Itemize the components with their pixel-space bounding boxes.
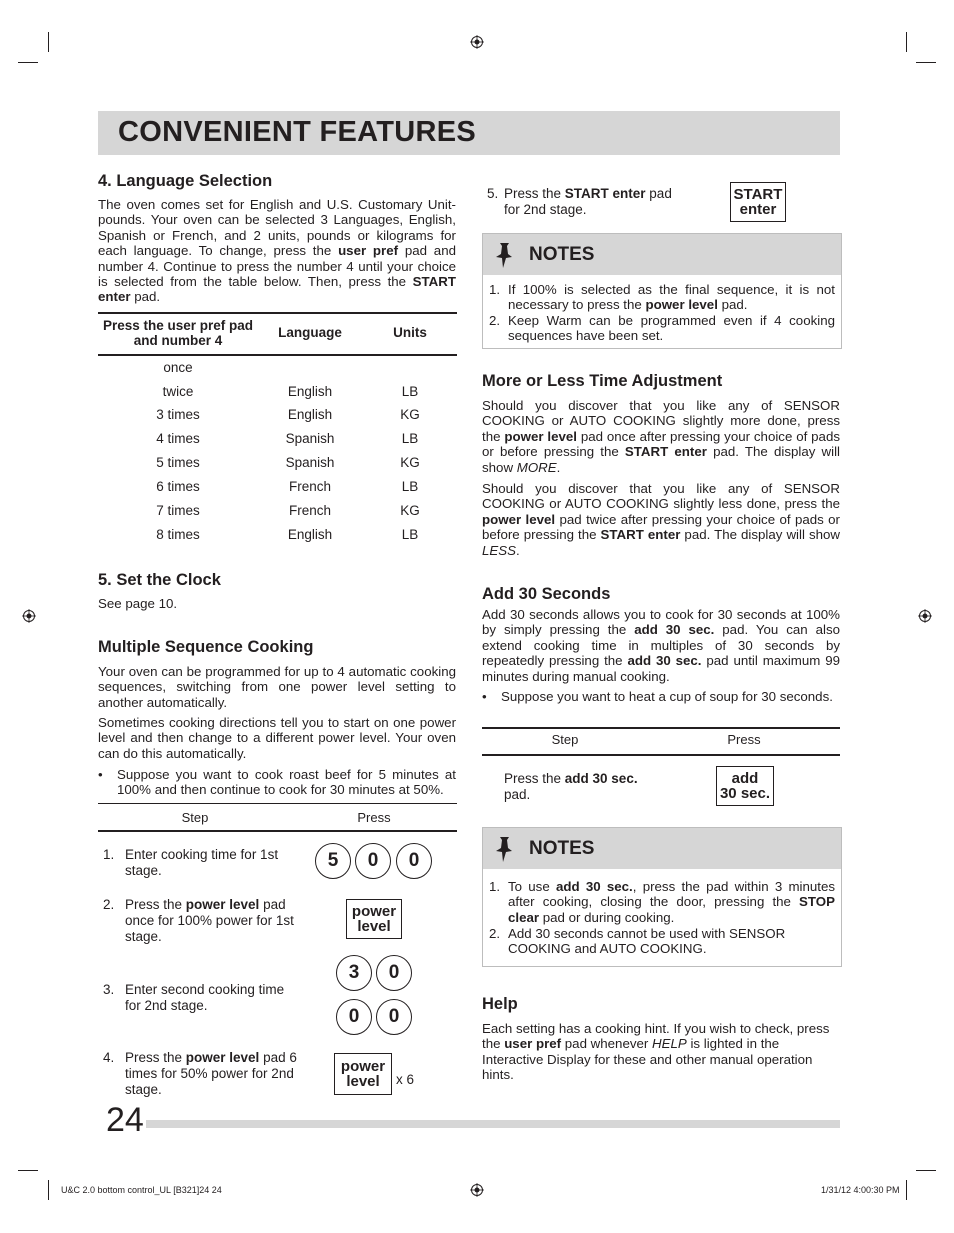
multiple-p2: Sometimes cooking directions tell you to start on one power level and then change to a different power level. Your oven can do this automatically. (98, 715, 456, 761)
language-heading: 4. Language Selection (98, 172, 273, 190)
table-cell: Spanish (285, 455, 335, 470)
step-number: 3. (103, 982, 115, 997)
registration-mark-left (22, 609, 36, 623)
add-30-sec-key[interactable]: add 30 sec. (716, 766, 774, 806)
power-level-key[interactable]: power level (346, 899, 402, 939)
add30-col-press: Press (727, 732, 761, 747)
pushpin-icon (493, 241, 517, 269)
adjust-p1: Should you discover that you like any of SENSOR COOKING or AUTO COOKING slightly more done, press the power level pad once after pressing your choice of pads or before pressing the START enter pad. The display will show MORE. (482, 398, 840, 475)
notes-box-1 (482, 233, 842, 349)
footer-bar (146, 1120, 840, 1128)
table-cell: 8 times (156, 527, 200, 542)
help-text: Each setting has a cooking hint. If you wish to check, press the user pref pad whenever HELP is lighted in the Interactive Display for these and other manual operation hints. (482, 1021, 830, 1083)
table-cell: once (163, 360, 193, 375)
table-cell: English (287, 527, 333, 542)
note-item: 2. Keep Warm can be programmed even if 4 cooking sequences have been set. (489, 313, 835, 344)
press-count: x 6 (396, 1072, 415, 1087)
multiple-bullet-text: Suppose you want to cook roast beef for 5 minutes at 100% and then continue to cook for 30 minutes at 50%. (117, 767, 456, 798)
add30-col-step: Step (551, 732, 579, 747)
registration-mark-right (918, 609, 932, 623)
table-cell: KG (400, 455, 420, 470)
digit-key-0[interactable]: 0 (376, 955, 412, 991)
add30-top-rule (482, 727, 840, 729)
add30-p1: Add 30 seconds allows you to cook for 30 seconds at 100% by simply pressing the add 30 sec. pad. You can also extend cooking time in multiples of 30 seconds by repeatedly pressing the add 30 sec. pad until maximum 99 minutes during manual cooking. (482, 607, 840, 684)
help-heading: Help (482, 995, 518, 1013)
language-table-col1: Press the user pref pad and number 4 (102, 318, 254, 348)
step-number: 4. (103, 1050, 115, 1065)
step-text: Press the START enter pad for 2nd stage. (504, 186, 672, 217)
step-text: Enter second cooking time for 2nd stage. (125, 982, 285, 1013)
add30-step: Press the add 30 sec. pad. (504, 771, 638, 802)
note-item: 1. To use add 30 sec., press the pad within 3 minutes after cooking, closing the door, pressing the STOP clear pad or during cooking. (489, 879, 836, 925)
table-cell: 5 times (156, 455, 200, 470)
power-level-key[interactable]: power level (334, 1053, 392, 1095)
add30-heading: Add 30 Seconds (482, 585, 611, 603)
table-cell: French (288, 503, 332, 518)
multiple-bullet: • Suppose you want to cook roast beef for 5 minutes at 100% and then continue to cook for 30 minutes at 50%. (98, 767, 456, 798)
table-cell: LB (401, 384, 419, 399)
table-cell: Spanish (285, 431, 335, 446)
table-cell: 6 times (156, 479, 200, 494)
table-header-rule (98, 354, 457, 356)
table-cell: LB (401, 479, 419, 494)
clock-text: See page 10. (98, 596, 178, 611)
steps-header-rule (98, 830, 457, 832)
registration-mark-bottom (470, 1183, 484, 1197)
step-number: 2. (103, 897, 115, 912)
table-cell: French (288, 479, 332, 494)
slug-left: U&C 2.0 bottom control_UL [B321]24 24 (61, 1185, 222, 1195)
add30-bullet: • Suppose you want to heat a cup of soup for 30 seconds. (482, 689, 840, 704)
note-item: 2. Add 30 seconds cannot be used with SENSOR COOKING and AUTO COOKING. (489, 926, 786, 957)
digit-key-0[interactable]: 0 (355, 843, 391, 879)
page-number: 24 (106, 1101, 144, 1139)
note-item: 1. If 100% is selected as the final sequence, it is not necessary to press the power level pad. (489, 282, 835, 313)
registration-mark-top (470, 35, 484, 49)
step-text: Enter cooking time for 1st stage. (125, 847, 279, 878)
table-cell: 4 times (156, 431, 200, 446)
table-cell: LB (401, 527, 419, 542)
table-cell: KG (400, 407, 420, 422)
table-cell: KG (400, 503, 420, 518)
start-enter-key[interactable]: START enter (730, 182, 786, 222)
step-text: Press the power level pad once for 100% power for 1st stage. (125, 897, 294, 944)
pushpin-icon (493, 835, 517, 863)
table-cell: 3 times (156, 407, 200, 422)
table-cell: English (287, 407, 333, 422)
notes-header (483, 234, 841, 275)
notes-title: NOTES (529, 244, 595, 265)
page-title: CONVENIENT FEATURES (118, 116, 477, 148)
multiple-heading: Multiple Sequence Cooking (98, 638, 314, 656)
clock-heading: 5. Set the Clock (98, 571, 221, 589)
step-number: 1. (103, 847, 115, 862)
slug-right: 1/31/12 4:00:30 PM (821, 1185, 900, 1195)
notes-title: NOTES (529, 838, 595, 859)
steps-col-press: Press (357, 810, 391, 825)
digit-key-0[interactable]: 0 (336, 999, 372, 1035)
notes-box-2 (482, 827, 842, 967)
notes-header (483, 828, 841, 869)
digit-key-3[interactable]: 3 (336, 955, 372, 991)
language-text: The oven comes set for English and U.S. Customary Unit-pounds. Your oven can be selected 3 Languages, English, Spanish or French, and 2 units, pounds or kilograms for each language. To change, press the user pref pad and number 4. Continue to press the number 4 until your choice is selected from the table below. Then, press the START enter pad. (98, 197, 456, 305)
table-cell: English (287, 384, 333, 399)
language-table-col3: Units (393, 325, 427, 340)
adjust-p2: Should you discover that you like any of SENSOR COOKING or AUTO COOKING slightly less done, press the power level pad twice after pressing your choice of pads or before pressing the START enter pad. The display will show LESS. (482, 481, 840, 558)
step-number: 5. (487, 186, 499, 201)
digit-key-0[interactable]: 0 (396, 843, 432, 879)
table-cell: LB (401, 431, 419, 446)
language-table-col2: Language (278, 325, 342, 340)
digit-key-5[interactable]: 5 (315, 843, 351, 879)
steps-top-rule (98, 803, 457, 804)
steps-col-step: Step (181, 810, 209, 825)
digit-key-0[interactable]: 0 (376, 999, 412, 1035)
multiple-p1: Your oven can be programmed for up to 4 automatic cooking sequences, switching from one power level setting to another automatically. (98, 664, 456, 710)
add30-bullet-text: Suppose you want to heat a cup of soup for 30 seconds. (501, 689, 833, 704)
adjust-heading: More or Less Time Adjustment (482, 372, 723, 390)
step-text: Press the power level pad 6 times for 50% power for 2nd stage. (125, 1050, 297, 1097)
table-cell: twice (162, 384, 194, 399)
table-cell: 7 times (156, 503, 200, 518)
table-top-rule (98, 312, 457, 314)
add30-header-rule (482, 754, 840, 756)
